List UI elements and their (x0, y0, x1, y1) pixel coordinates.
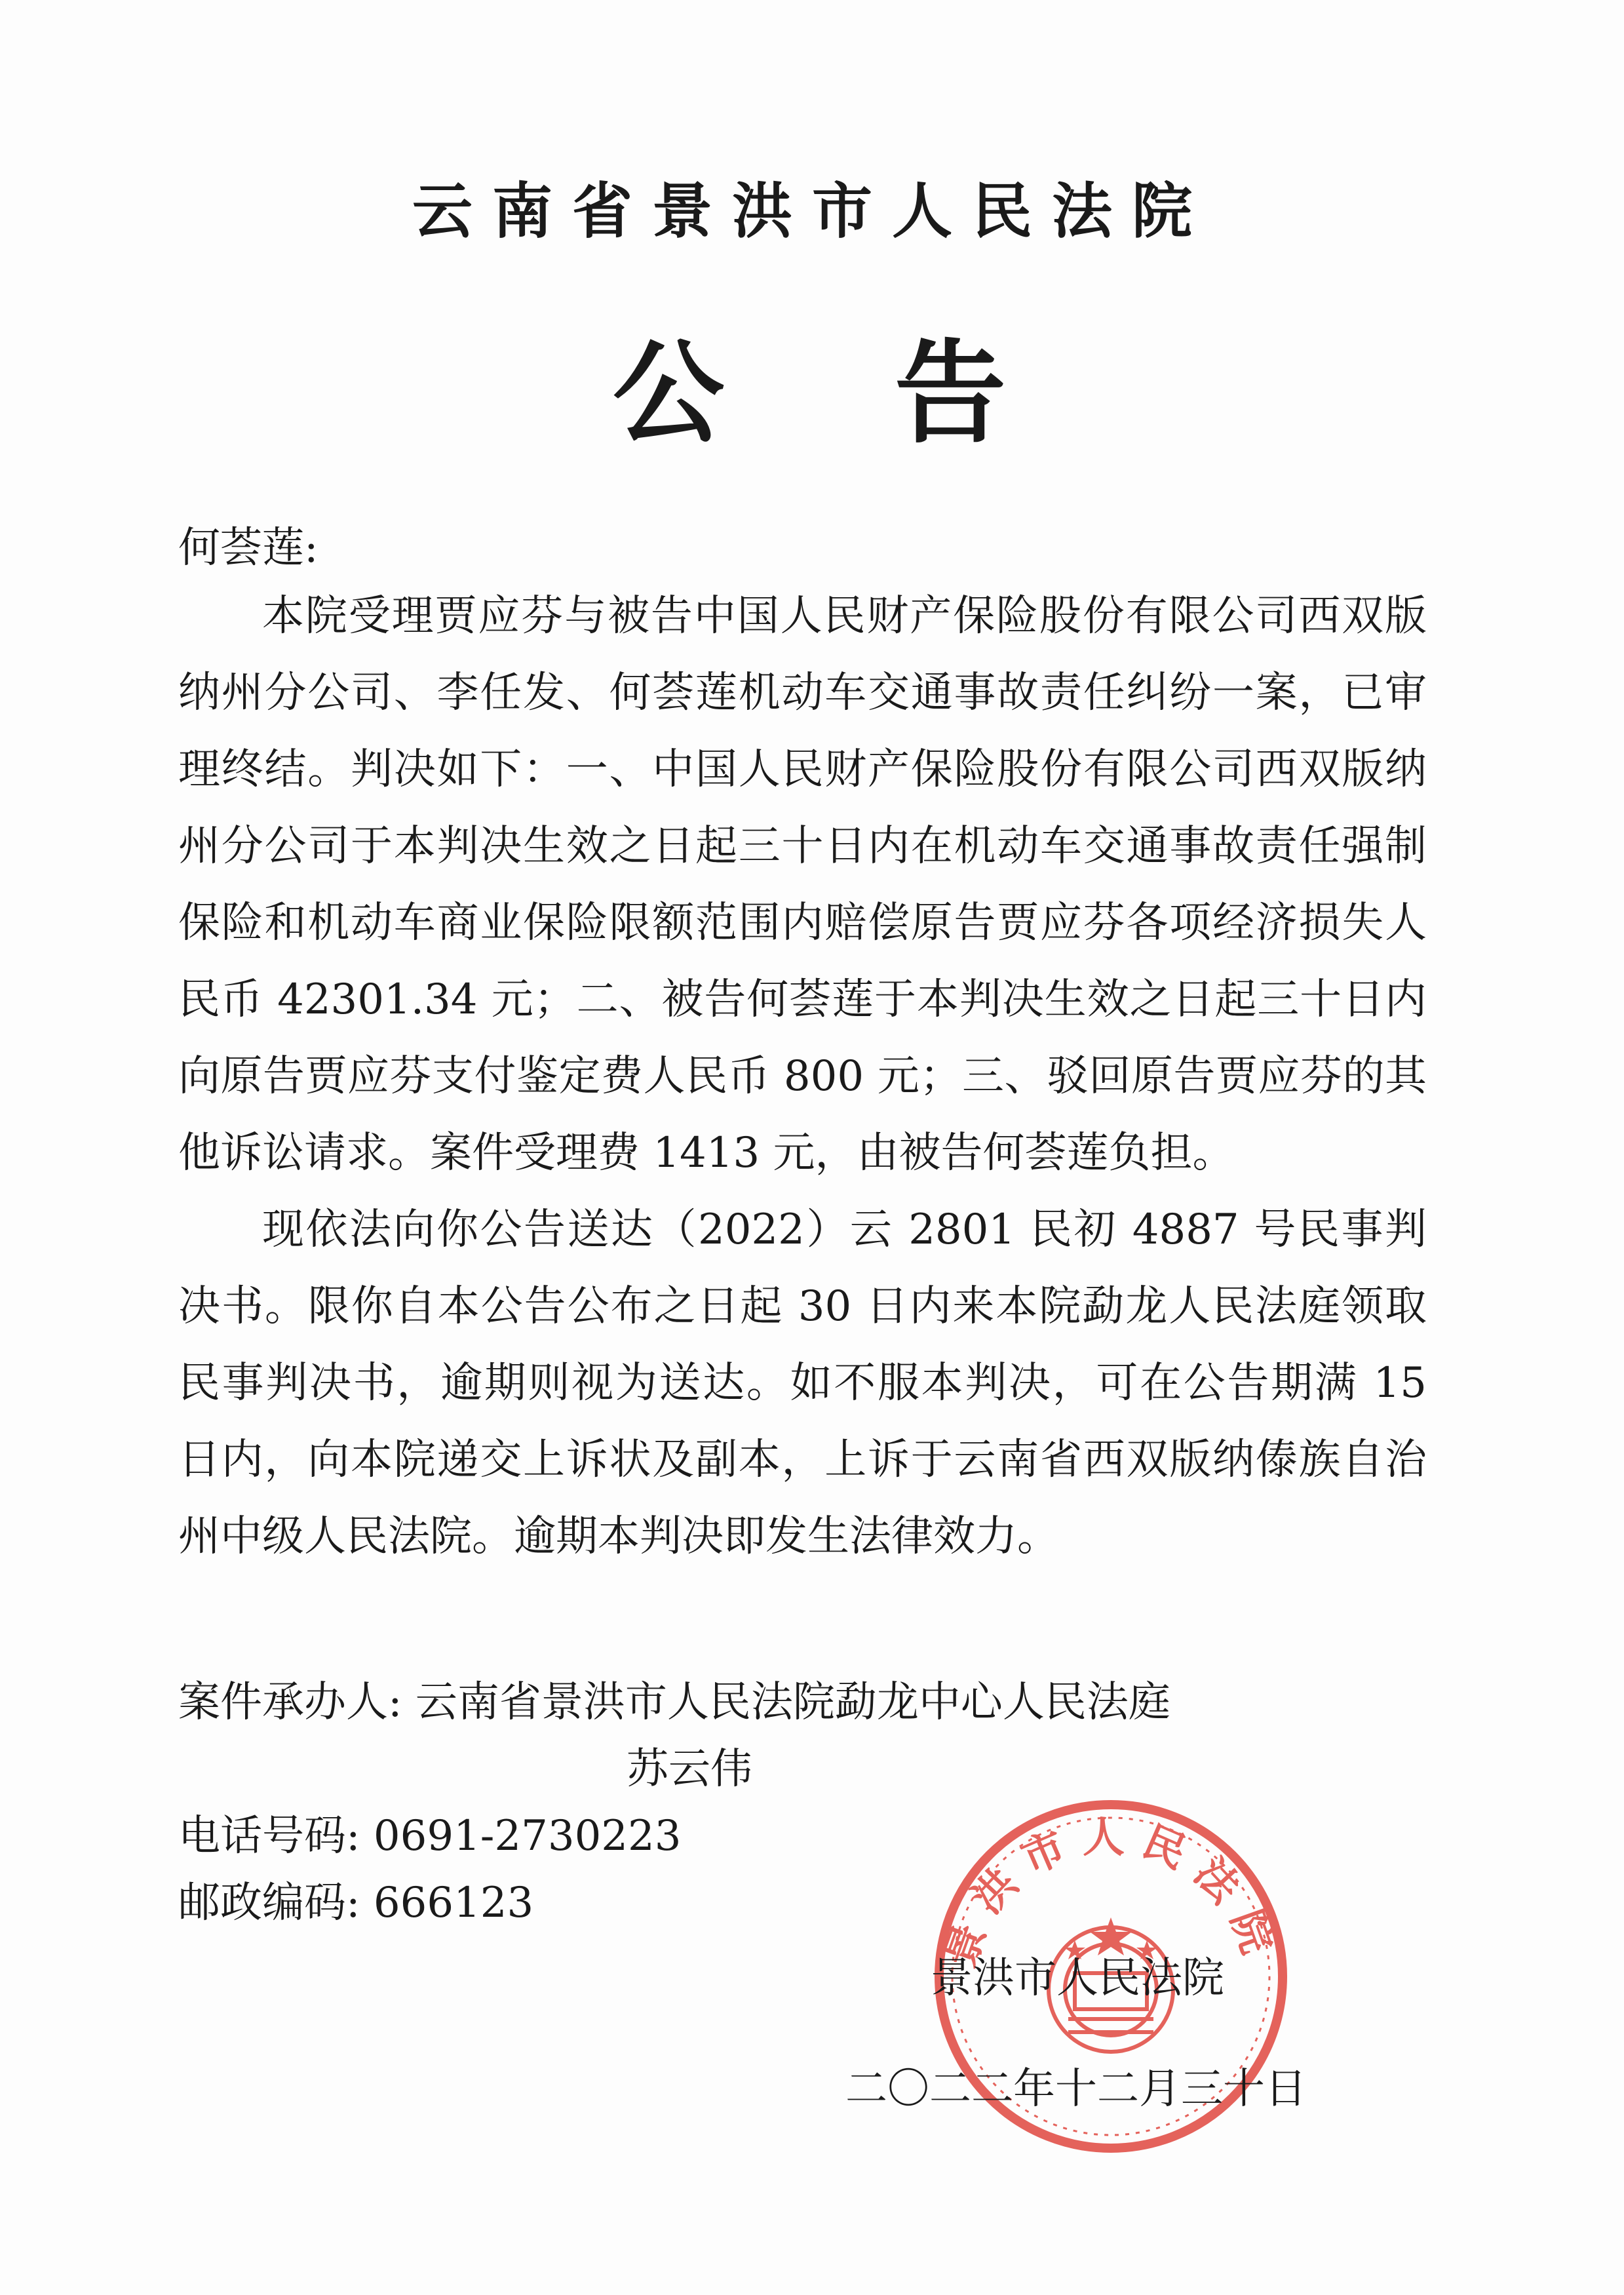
phone-value: 0691-2730223 (373, 1812, 682, 1860)
svg-text:景洪市人民法院: 景洪市人民法院 (935, 1813, 1286, 1974)
judgment-paragraph: 本院受理贾应芬与被告中国人民财产保险股份有限公司西双版纳州分公司、李任发、何荟莲机动车交通事故责任纠纷一案，已审理终结。判决如下：一、中国人民财产保险股份有限公司西双版纳州分公司于本判决生效之日起三十日内在机动车交通事故责任强制保险和机动车商业保险限额范围内赔偿原告贾应芬各项经济损失人民币 42301.34 元；二、被告何荟莲于本判决生效之日起三十日内向原告贾应芬支付鉴定费人民币 800 元；三、驳回原告贾应芬的其他诉讼请求。案件受理费 1413 元，由被告何荟莲负担。 (178, 592, 1427, 1177)
title-char-1: 公 (613, 328, 725, 459)
issuing-court: 景洪市人民法院 (931, 1954, 1224, 2003)
postal-label: 邮政编码: (178, 1879, 360, 1927)
handler-org: 云南省景洪市人民法院勐龙中心人民法庭 (415, 1678, 1170, 1727)
handler-label: 案件承办人: (178, 1678, 402, 1727)
announcement-body (178, 578, 1427, 1575)
issue-date: 二〇二二年十二月三十日 (845, 2065, 1307, 2113)
service-paragraph: 现依法向你公告送达（2022）云 2801 民初 4887 号民事判决书。限你自本公告公布之日起 30 日内来本院勐龙人民法庭领取民事判决书，逾期则视为送达。如不服本判决，可在公告期满 15 日内，向本院递交上诉状及副本，上诉于云南省西双版纳傣族自治州中级人民法院。逾期本判决即发生法律效力。 (178, 1206, 1427, 1561)
court-name-heading: 云南省景洪市人民法院 (412, 176, 1212, 246)
addressee: 何荟莲: (178, 524, 319, 572)
phone-label: 电话号码: (178, 1812, 360, 1860)
handler-name: 苏云伟 (627, 1745, 752, 1794)
handler-row (178, 1669, 1170, 1736)
postal-value: 666123 (373, 1879, 534, 1927)
announcement-title (613, 328, 1006, 459)
title-char-2: 告 (895, 328, 1007, 459)
